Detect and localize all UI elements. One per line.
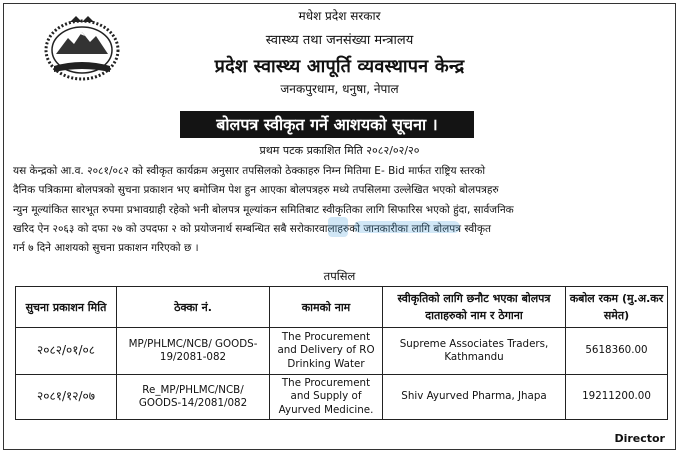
cell-amount: 19211200.00: [566, 375, 668, 420]
cell-contract: MP/PHLMC/NCB/ GOODS-19/2081-082: [117, 328, 270, 375]
body-line: खरिद ऐन २०६३ को दफा २७ को उपदफा २ को प्रयोजनार्थ सम्बन्धित सबै सरोकारवालाहरुको जानकारीका लागि बोलपत्र स्वीकृत: [13, 222, 492, 235]
body-line: यस केन्द्रको आ.व. २०८१/०८२ को स्वीकृत कार्यक्रम अनुसार तपसिलको ठेक्काहरु निम्न मितिमा E- Bid मार्फत राष्ट्रिय स्तरको: [13, 165, 486, 177]
office-name: प्रदेश स्वास्थ्य आपूर्ति व्यवस्थापन केन्द्र: [214, 56, 465, 77]
body-line: न्युन मूल्यांकित सारभूत रुपमा प्रभावग्राही रहेको भनी बोलपत्र मूल्यांकन समितिबाट स्वीकृतिका लागि सिफारिस भएको हुंदा, सार्वजनिक: [13, 203, 514, 216]
cell-amount: 5618360.00: [566, 328, 668, 375]
cell-bidder: Shiv Ayurved Pharma, Jhapa: [383, 375, 566, 420]
ministry-name: स्वास्थ्य तथा जनसंख्या मन्त्रालय: [265, 33, 414, 48]
col-header-work: कामको नाम: [270, 287, 383, 328]
cell-contract: Re_MP/PHLMC/NCB/ GOODS-14/2081/082: [117, 375, 270, 420]
col-header-contract: ठेक्का नं.: [117, 287, 270, 328]
col-header-date: सुचना प्रकाशन मिति: [16, 287, 117, 328]
cell-work: The Procurement and Delivery of RO Drinking Water: [270, 328, 383, 375]
col-header-bidder: स्वीकृतिको लागि छनौट भएका बोलपत्र दाताहरुको नाम र ठेगाना: [383, 287, 566, 328]
published-date: प्रथम पटक प्रकाशित मिति २०८२/०२/२०: [259, 144, 420, 157]
cell-bidder: Supreme Associates Traders, Kathmandu: [383, 328, 566, 375]
cell-date: २०८१/१२/०७: [16, 375, 117, 420]
body-line: दैनिक पत्रिकामा बोलपत्रको सुचना प्रकाशन भए बमोजिम पेश हुन आएका बोलपत्रहरु मध्ये तपसिलमा उल्लेखित भएको बोलपत्रहरु: [13, 184, 499, 197]
cell-work: The Procurement and Supply of Ayurved Medicine.: [270, 375, 383, 420]
cell-date: २०८२/०१/०८: [16, 328, 117, 375]
body-line: गर्न ७ दिने आशयको सुचना प्रकाशन गरिएको छ ।: [13, 242, 199, 255]
table-row: [16, 375, 668, 420]
province-government: मधेश प्रदेश सरकार: [298, 9, 381, 23]
bid-table: [15, 286, 668, 420]
office-address: जनकपुरधाम, धनुषा, नेपाल: [280, 82, 399, 96]
col-header-amount: कबोल रकम (मु.अ.कर समेत): [566, 287, 668, 328]
signatory-title: Director: [614, 432, 665, 445]
table-caption: तपसिल: [323, 269, 356, 283]
notice-title-banner: बोलपत्र स्वीकृत गर्ने आशयको सूचना ।: [180, 111, 474, 138]
watermark-logo: [326, 211, 466, 243]
table-row: [16, 328, 668, 375]
table-header-row: [16, 287, 668, 328]
